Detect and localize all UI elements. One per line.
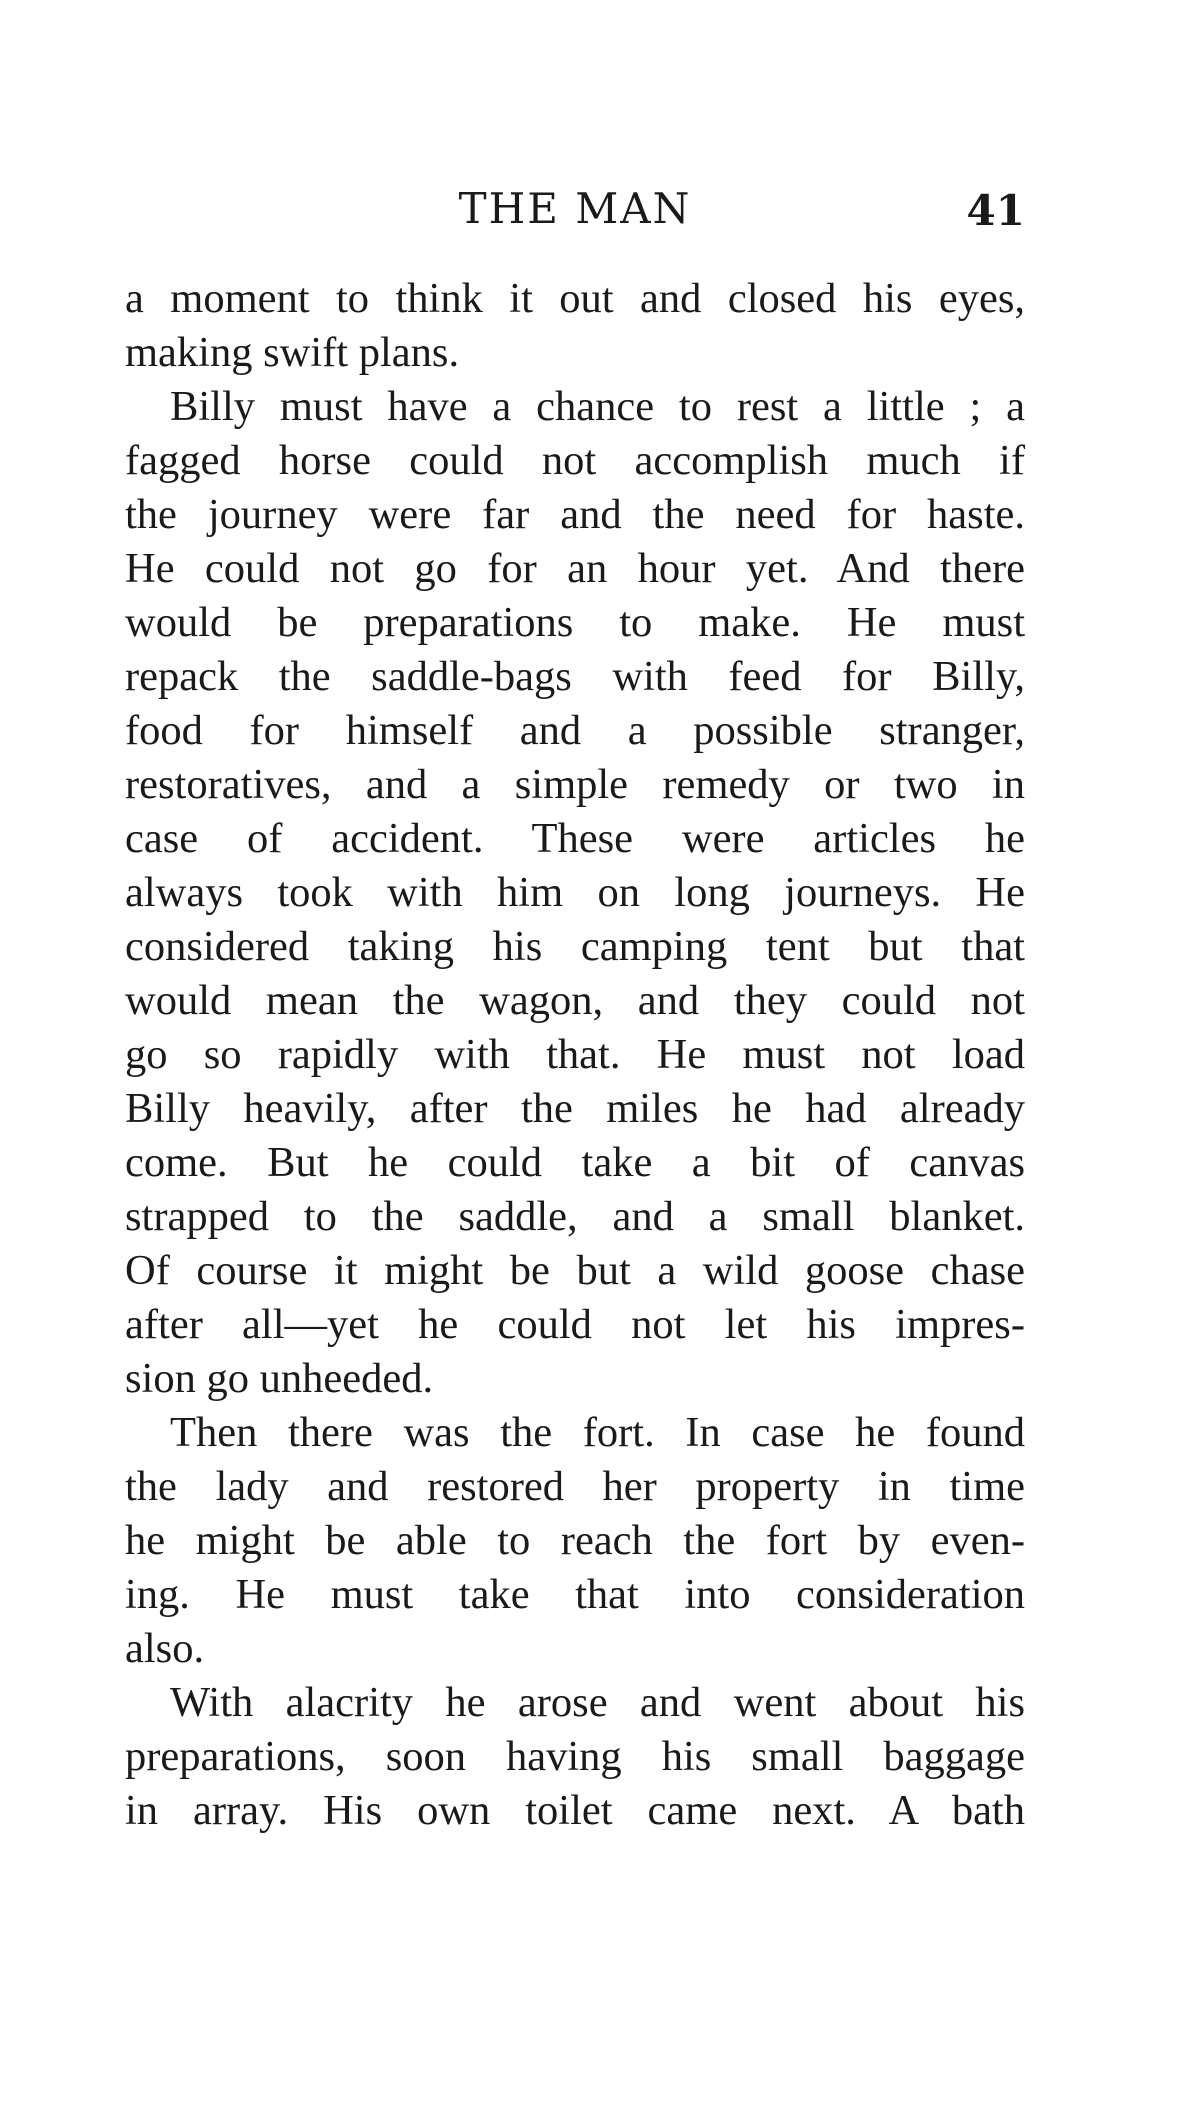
text-line: With alacrity he arose and went about his — [170, 1679, 1025, 1726]
text-line: Billy must have a chance to rest a little ; a — [170, 383, 1025, 430]
text-line: would be preparations to make. He must — [125, 599, 1025, 646]
text-line: come. But he could take a bit of canvas — [125, 1139, 1025, 1186]
text-line: He could not go for an hour yet. And there — [125, 545, 1025, 592]
text-line: the journey were far and the need for haste. — [125, 491, 1025, 538]
text-line: Of course it might be but a wild goose chase — [125, 1247, 1025, 1294]
text-line: strapped to the saddle, and a small blanket. — [125, 1193, 1025, 1240]
text-line: considered taking his camping tent but that — [125, 923, 1025, 970]
text-line: sion go unheeded. — [125, 1355, 434, 1402]
text-line: would mean the wagon, and they could not — [125, 977, 1025, 1024]
body-text — [125, 272, 1025, 1838]
text-line: go so rapidly with that. He must not load — [125, 1031, 1025, 1078]
text-line: fagged horse could not accomplish much if — [125, 437, 1025, 484]
text-line: preparations, soon having his small baggage — [125, 1733, 1025, 1780]
text-line: repack the saddle-bags with feed for Billy, — [125, 653, 1025, 700]
text-line: making swift plans. — [125, 329, 460, 376]
text-line: he might be able to reach the fort by even- — [125, 1517, 1025, 1564]
text-line: case of accident. These were articles he — [125, 815, 1025, 862]
text-line: restoratives, and a simple remedy or two in — [125, 761, 1025, 808]
text-line: Then there was the fort. In case he found — [170, 1409, 1025, 1456]
page-number: 41 — [966, 186, 1025, 235]
text-line: the lady and restored her property in time — [125, 1463, 1025, 1510]
running-head — [125, 184, 1025, 244]
text-line: after all—yet he could not let his impres- — [125, 1301, 1025, 1348]
text-line: ing. He must take that into consideration — [125, 1571, 1025, 1618]
text-line: Billy heavily, after the miles he had already — [125, 1085, 1025, 1132]
text-line: food for himself and a possible stranger, — [125, 707, 1025, 754]
text-line: in array. His own toilet came next. A bath — [125, 1787, 1025, 1834]
running-title: THE MAN — [458, 184, 692, 233]
text-line: a moment to think it out and closed his eyes, — [125, 275, 1025, 322]
text-line: always took with him on long journeys. He — [125, 869, 1025, 916]
text-line: also. — [125, 1625, 205, 1672]
